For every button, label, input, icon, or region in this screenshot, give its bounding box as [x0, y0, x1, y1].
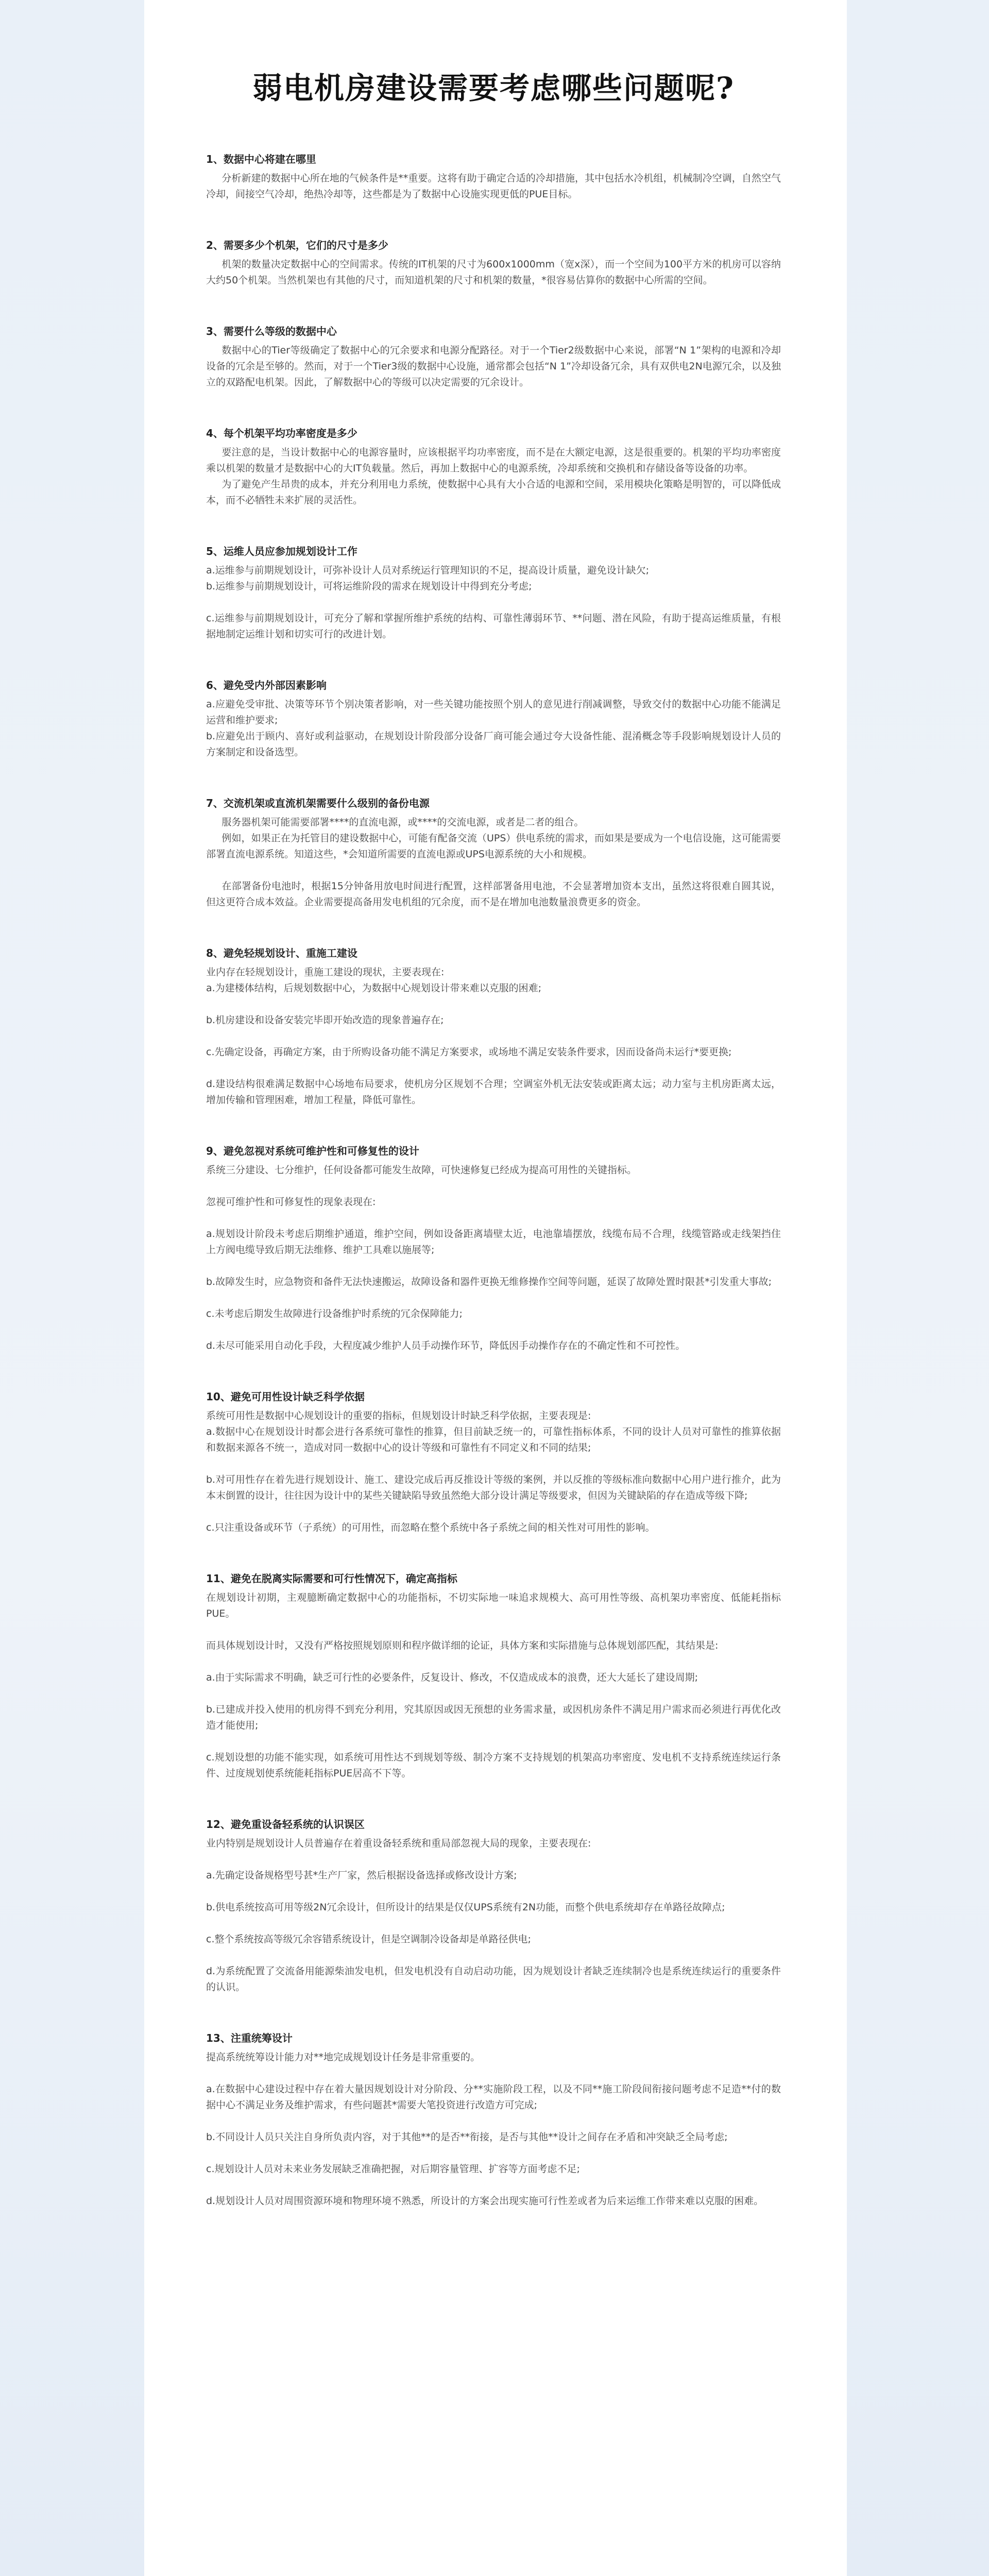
section-paragraph: b.对可用性存在着先进行规划设计、施工、建设完成后再反推设计等级的案例，并以反推的等级标准向数据中心用户进行推介，此为本末倒置的设计，往往因为设计中的某些关键缺陷导致虽然绝大部分设计满足等级要求，但因为关键缺陷的存在造成等级下降;	[206, 1474, 781, 1501]
section-heading: 3、需要什么等级的数据中心	[206, 325, 337, 337]
section-paragraph: b.运维参与前期规划设计，可将运维阶段的需求在规划设计中得到充分考虑;	[206, 581, 532, 592]
section-heading: 5、运维人员应参加规划设计工作	[206, 545, 357, 557]
section-paragraph: 业内存在轻规划设计，重施工建设的现状，主要表现在:	[206, 967, 445, 978]
section-paragraph: 业内特别是规划设计人员普遍存在着重设备轻系统和重局部忽视大局的现象，主要表现在:	[206, 1838, 591, 1849]
section-paragraph: 系统三分建设、七分维护，任何设备都可能发生故障，可快速修复已经成为提高可用性的关键指标。	[206, 1164, 637, 1176]
section-paragraph: c.规划设计人员对未来业务发展缺乏准确把握，对后期容量管理、扩容等方面考虑不足;	[206, 2163, 580, 2175]
section-heading: 6、避免受内外部因素影响	[206, 679, 327, 691]
section-9	[206, 1143, 781, 1354]
section-paragraph: b.机房建设和设备安装完毕即开始改造的现象普遍存在;	[206, 1014, 444, 1026]
section-heading: 11、避免在脱离实际需要和可行性情况下，确定高指标	[206, 1572, 457, 1585]
article-body	[206, 151, 781, 2209]
section-paragraph: 数据中心的Tier等级确定了数据中心的冗余要求和电源分配路径。对于一个Tier2级数据中心来说，部署“N 1”架构的电源和冷却设备的冗余是至够的。然而，对于一个Tier3级的数据中心设施，通常都会包括“N 1”冷却设备冗余，具有双供电2N电源冗余，以及独立的双路配电机架。因此，了解数据中心的等级可以决定需要的冗余设计。	[206, 345, 781, 388]
section-paragraph: 机架的数量决定数据中心的空间需求。传统的IT机架的尺寸为600x1000mm（宽x深），而一个空间为100平方米的机房可以容纳大约50个机架。当然机架也有其他的尺寸，而知道机架的尺寸和机架的数量，*很容易估算你的数据中心所需的空间。	[206, 259, 781, 286]
section-paragraph: 例如，如果正在为托管目的建设数据中心，可能有配备交流（UPS）供电系统的需求，而如果是要成为一个电信设施，这可能需要部署直流电源系统。知道这些，*会知道所需要的直流电源或UPS电源系统的大小和规模。	[206, 833, 781, 860]
section-paragraph: 为了避免产生昂贵的成本，并充分利用电力系统，使数据中心具有大小合适的电源和空间，采用模块化策略是明智的，可以降低成本，而不必牺牲未来扩展的灵活性。	[206, 479, 781, 506]
section-2	[206, 238, 781, 289]
section-paragraph: a.为建楼体结构，后规划数据中心，为数据中心规划设计带来难以克服的困难;	[206, 982, 542, 994]
section-paragraph: d.未尽可能采用自动化手段，大程度减少维护人员手动操作环节，降低因手动操作存在的不确定性和不可控性。	[206, 1340, 686, 1351]
section-paragraph: b.故障发生时，应急物资和备件无法快速搬运，故障设备和器件更换无维修操作空间等问题，延误了故障处置时限甚*引发重大事故;	[206, 1276, 772, 1287]
section-paragraph: 系统可用性是数据中心规划设计的重要的指标，但规划设计时缺乏科学依据，主要表现是:	[206, 1410, 591, 1421]
section-paragraph: a.规划设计阶段未考虑后期维护通道，维护空间，例如设备距离墙壁太近，电池靠墙摆放，线缆布局不合理，线缆管路或走线架挡住上方阀电缆导致后期无法维修、维护工具难以施展等;	[206, 1228, 781, 1256]
section-heading: 1、数据中心将建在哪里	[206, 153, 316, 165]
section-paragraph: c.整个系统按高等级冗余容错系统设计，但是空调制冷设备却是单路径供电;	[206, 1934, 531, 1945]
section-heading: 9、避免忽视对系统可维护性和可修复性的设计	[206, 1145, 419, 1157]
section-paragraph: d.为系统配置了交流备用能源柴油发电机，但发电机没有自动启动功能，因为规划设计者缺乏连续制冷也是系统连续运行的重要条件的认识。	[206, 1965, 781, 1993]
section-paragraph: c.先确定设备，再确定方案，由于所购设备功能不满足方案要求，或场地不满足安装条件要求，因而设备尚未运行*要更换;	[206, 1046, 732, 1058]
section-paragraph: d.规划设计人员对周围资源环境和物理环境不熟悉，所设计的方案会出现实施可行性差或者为后来运维工作带来难以克服的困难。	[206, 2195, 764, 2207]
section-paragraph: a.数据中心在规划设计时都会进行各系统可靠性的推算，但目前缺乏统一的，可靠性指标体系，不同的设计人员对可靠性的推算依据和数据来源各不统一，造成对同一数据中心的设计等级和可靠性有不同定义和不同的结果;	[206, 1426, 781, 1453]
section-7	[206, 795, 781, 910]
section-paragraph: a.运维参与前期规划设计，可弥补设计人员对系统运行管理知识的不足，提高设计质量，避免设计缺欠;	[206, 565, 650, 576]
section-heading: 7、交流机架或直流机架需要什么级别的备份电源	[206, 797, 430, 809]
section-paragraph: c.运维参与前期规划设计，可充分了解和掌握所维护系统的结构、可靠性薄弱环节、**问题、潜在风险，有助于提高运维质量，有根据地制定运维计划和切实可行的改进计划。	[206, 613, 781, 640]
section-paragraph: b.不同设计人员只关注自身所负责内容，对于其他**的是否**衔接，是否与其他**设计之间存在矛盾和冲突缺乏全局考虑;	[206, 2131, 728, 2143]
section-heading: 12、避免重设备轻系统的认识误区	[206, 1818, 365, 1831]
section-paragraph: a.在数据中心建设过程中存在着大量因规划设计对分阶段、分**实施阶段工程，以及不同**施工阶段间衔接问题考虑不足造**付的数据中心不满足业务及维护需求，有些问题甚*需要大笔投资进行改造方可完成;	[206, 2083, 781, 2111]
section-heading: 2、需要多少个机架，它们的尺寸是多少	[206, 239, 388, 251]
section-paragraph: b.应避免出于顾内、喜好或利益驱动，在规划设计阶段部分设备厂商可能会通过夸大设备性能、混淆概念等手段影响规划设计人员的方案制定和设备选型。	[206, 731, 781, 758]
section-paragraph: a.应避免受审批、决策等环节个别决策者影响，对一些关键功能按照个别人的意见进行削减调整，导致交付的数据中心功能不能满足运营和维护要求;	[206, 699, 781, 726]
section-paragraph: c.只注重设备或环节（子系统）的可用性，而忽略在整个系统中各子系统之间的相关性对可用性的影响。	[206, 1522, 655, 1533]
section-10	[206, 1389, 781, 1536]
section-1	[206, 151, 781, 202]
section-11	[206, 1571, 781, 1782]
section-paragraph: b.供电系统按高可用等级2N冗余设计，但所设计的结果是仅仅UPS系统有2N功能，而整个供电系统却存在单路径故障点;	[206, 1902, 725, 1913]
article-page	[144, 0, 847, 2576]
section-4	[206, 426, 781, 509]
section-paragraph: 而具体规划设计时，又没有严格按照规划原则和程序做详细的论证，具体方案和实际措施与总体规划部匹配，其结果是:	[206, 1640, 719, 1651]
section-paragraph: a.由于实际需求不明确，缺乏可行性的必要条件，反复设计、修改，不仅造成成本的浪费，还大大延长了建设周期;	[206, 1672, 698, 1683]
section-paragraph: 服务器机架可能需要部署****的直流电源，或****的交流电源，或者是二者的组合。	[221, 817, 584, 828]
section-paragraph: 在部署备份电池时，根据15分钟备用放电时间进行配置，这样部署备用电池，不会显著增加资本支出，虽然这将很难自圆其说，但这更符合成本效益。企业需要提高备用发电机组的冗余度，而不是在增加电池数量浪费更多的资金。	[206, 880, 781, 908]
section-heading: 10、避免可用性设计缺乏科学依据	[206, 1391, 365, 1403]
section-paragraph: d.建设结构很难满足数据中心场地布局要求，使机房分区规划不合理；空调室外机无法安装或距离太远；动力室与主机房距离太远，增加传输和管理困难，增加工程量，降低可靠性。	[206, 1078, 781, 1106]
section-8	[206, 945, 781, 1108]
section-3	[206, 324, 781, 391]
section-12	[206, 1817, 781, 1995]
article-title: 弱电机房建设需要考虑哪些问题呢?	[252, 71, 735, 106]
section-heading: 8、避免轻规划设计、重施工建设	[206, 947, 357, 959]
section-13	[206, 2030, 781, 2209]
section-heading: 13、注重统筹设计	[206, 2032, 293, 2044]
section-paragraph: 要注意的是，当设计数据中心的电源容量时，应该根据平均功率密度，而不是在大额定电源，这是很重要的。机架的平均功率密度乘以机架的数量才是数据中心的大IT负载量。然后，再加上数据中心的电源系统，冷却系统和交换机和存储设备等设备的功率。	[206, 447, 781, 474]
section-heading: 4、每个机架平均功率密度是多少	[206, 427, 357, 439]
section-5	[206, 544, 781, 642]
section-paragraph: 提高系统统筹设计能力对**地完成规划设计任务是非常重要的。	[206, 2052, 481, 2063]
section-paragraph: 忽视可维护性和可修复性的现象表现在:	[206, 1196, 376, 1208]
section-paragraph: 在规划设计初期，主观臆断确定数据中心的功能指标，不切实际地一味追求规模大、高可用性等级、高机架功率密度、低能耗指标PUE。	[206, 1592, 781, 1619]
section-paragraph: 分析新建的数据中心所在地的气候条件是**重要。这将有助于确定合适的冷却措施，其中包括水冷机组，机械制冷空调，自然空气冷却，间接空气冷却，绝热冷却等，这些都是为了数据中心设施实现更低的PUE目标。	[206, 173, 781, 200]
section-6	[206, 677, 781, 760]
section-paragraph: c.未考虑后期发生故障进行设备维护时系统的冗余保障能力;	[206, 1308, 463, 1319]
section-paragraph: a.先确定设备规格型号甚*生产厂家，然后根据设备选择或修改设计方案;	[206, 1870, 517, 1881]
section-paragraph: c.规划设想的功能不能实现，如系统可用性达不到规划等级、制冷方案不支持规划的机架高功率密度、发电机不支持系统连续运行条件、过度规划使系统能耗指标PUE居高不下等。	[206, 1752, 781, 1779]
section-paragraph: b.已建成并投入使用的机房得不到充分利用，究其原因或因无预想的业务需求量，或因机房条件不满足用户需求而必须进行再优化改造才能使用;	[206, 1704, 781, 1731]
